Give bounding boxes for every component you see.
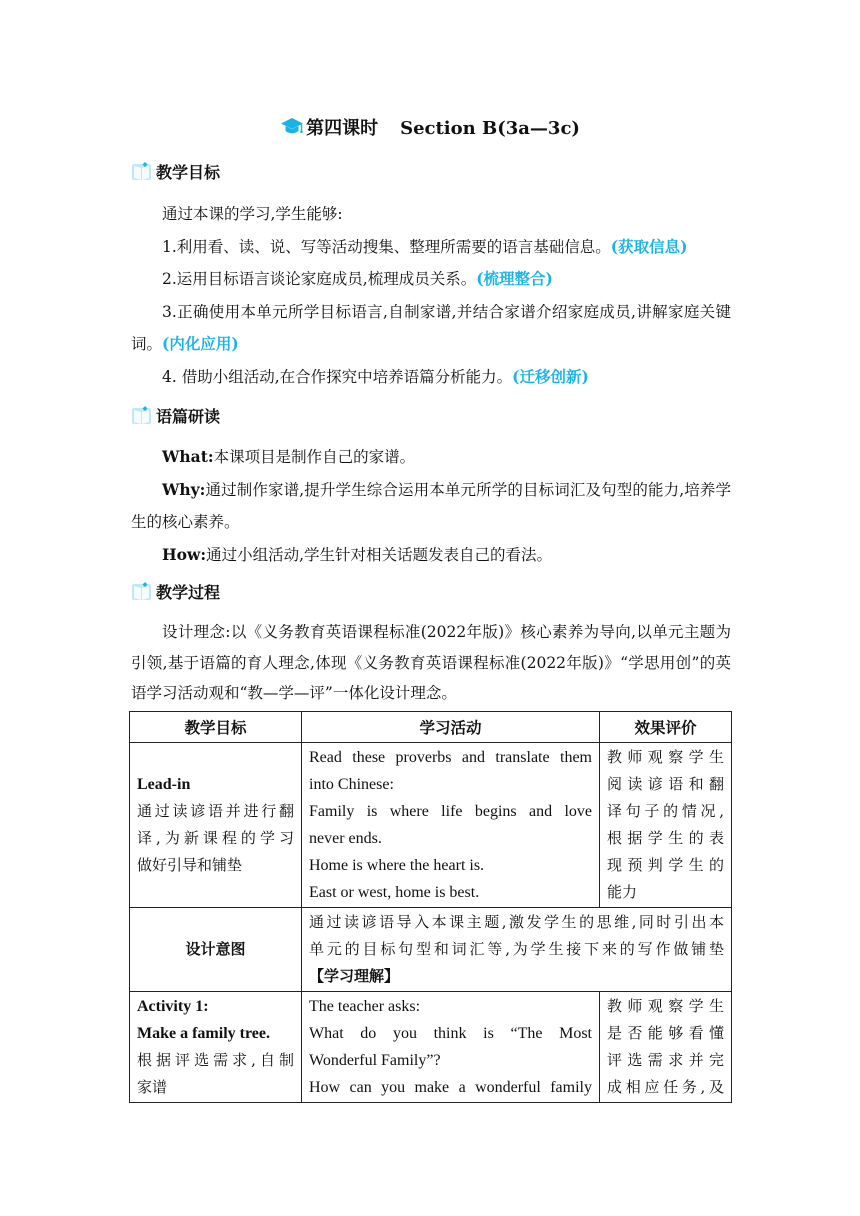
objective-item-3: 3.正确使用本单元所学目标语言,自制家谱,并结合家谱介绍家庭成员,讲解家庭关键词。(内化应用) <box>131 302 731 353</box>
book-icon <box>131 405 153 427</box>
activity1-activity-cell: The teacher asks: What do you think is “The Most Wonderful Family”? How can you make a wonderful family <box>302 992 600 1103</box>
lesson-plan-table <box>129 711 732 1103</box>
section-heading-process <box>131 580 220 603</box>
analysis-how: How:通过小组活动,学生针对相关话题发表自己的看法。 <box>162 544 552 564</box>
objective-item-4: 4. 借助小组活动,在合作探究中培养语篇分析能力。(迁移创新) <box>162 366 589 386</box>
objectives-heading-label: 教学目标 <box>156 163 221 182</box>
analysis-why: Why:通过制作家谱,提升学生综合运用本单元所学的目标词汇及句型的能力,培养学生的核心素养。 <box>131 479 731 531</box>
section-heading-analysis <box>131 404 220 427</box>
table-row <box>130 992 732 1103</box>
objectives-intro: 通过本课的学习,学生能够: <box>162 205 343 223</box>
leadin-activity-cell: Read these proverbs and translate them into Chinese: Family is where life begins and love never ends. Home is where the heart is. East or west, home is best. <box>302 743 600 908</box>
title-chinese: 第四课时 <box>306 118 379 139</box>
header-activity: 学习活动 <box>302 712 600 743</box>
table-header-row <box>130 712 732 743</box>
objective-item-2: 2.运用目标语言谈论家庭成员,梳理成员关系。(梳理整合) <box>162 269 553 288</box>
table-row <box>130 743 732 908</box>
analysis-body <box>131 441 731 571</box>
analysis-what: What:本课项目是制作自己的家谱。 <box>162 447 416 466</box>
intent-text-cell: 通过读谚语导入本课主题,激发学生的思维,同时引出本 单元的目标句型和词汇等,为学生接下来的写作做铺垫 【学习理解】 <box>302 908 732 992</box>
leadin-eval-cell: 教师观察学生 阅读谚语和翻 译句子的情况, 根据学生的表 现预判学生的 能力 <box>600 743 732 908</box>
analysis-heading-label: 语篇研读 <box>156 407 221 426</box>
objective-item-1: 1.利用看、读、说、写等活动搜集、整理所需要的语言基础信息。(获取信息) <box>162 236 688 256</box>
section-heading-objectives <box>131 160 220 183</box>
header-goal: 教学目标 <box>130 712 302 743</box>
activity1-eval-cell: 教师观察学生 是否能够看懂 评选需求并完 成相应任务,及 <box>600 992 732 1103</box>
design-concept: 设计理念:以《义务教育英语课程标准(2022年版)》核心素养为导向,以单元主题为引领,基于语篇的育人理念,体现《义务教育英语课程标准(2022年版)》“学思用创”的英语学习活动观和“教—学—评”一体化设计理念。 <box>131 623 731 702</box>
lesson-title <box>0 114 860 142</box>
header-evaluation: 效果评价 <box>600 712 732 743</box>
intent-label-cell: 设计意图 <box>130 908 302 992</box>
book-icon <box>131 161 153 183</box>
title-english: Section B(3a—3c) <box>400 118 580 139</box>
objectives-body <box>131 198 731 393</box>
graduation-cap-icon <box>280 117 304 142</box>
book-icon <box>131 581 153 603</box>
leadin-goal-cell: Lead-in 通过读谚语并进行翻 译,为新课程的学习 做好引导和铺垫 <box>130 743 302 908</box>
process-heading-label: 教学过程 <box>156 583 221 602</box>
table-row <box>130 908 732 992</box>
activity1-goal-cell: Activity 1: Make a family tree. 根据评选需求,自制 家谱 <box>130 992 302 1103</box>
